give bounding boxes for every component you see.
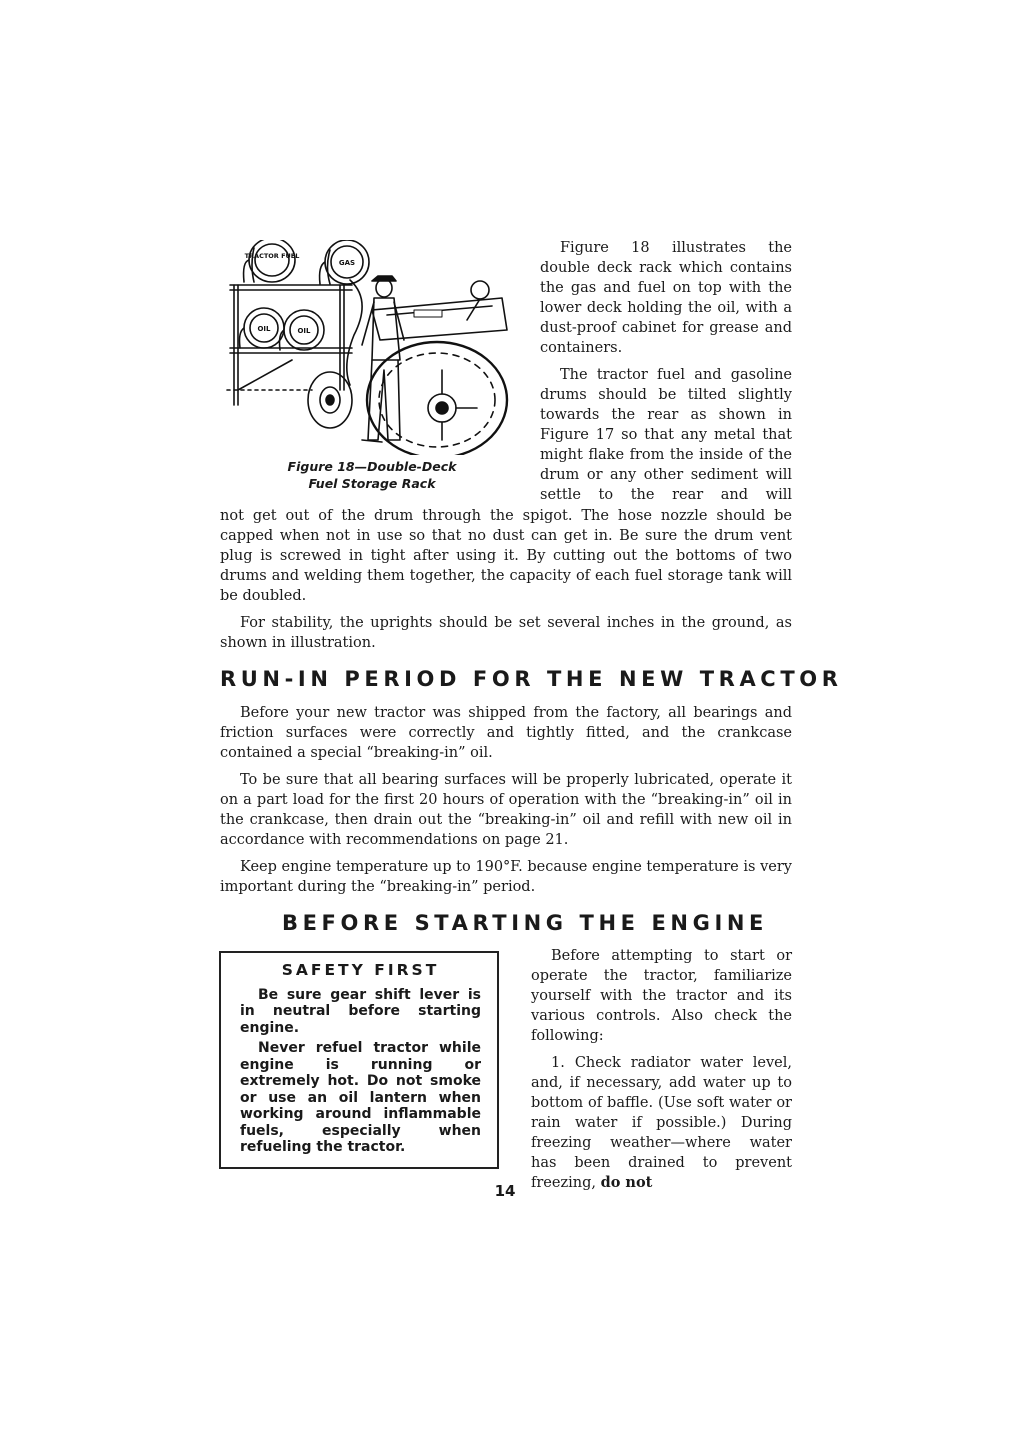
run-in-paragraph-2: To be sure that all bearing surfaces will be properly lubricated, operate it on a part load for the first 20 hours of operation with the “breaking-in” oil in the crankcase, then drain out the “breaking-in” oil and refill with new oil in accordance with recommendations on page 21. xyxy=(220,772,792,848)
upper-drum-gas xyxy=(320,240,369,284)
page-number: 14 xyxy=(494,1182,516,1200)
fuel-hose xyxy=(347,280,362,385)
intro-paragraph-3: For stability, the uprights should be set several inches in the ground, as shown in illustration. xyxy=(220,615,792,651)
intro-full-width xyxy=(220,506,792,653)
drum-label-oil-right: OIL xyxy=(297,327,311,335)
figure-caption xyxy=(222,458,522,492)
run-in-heading: RUN-IN PERIOD FOR THE NEW TRACTOR xyxy=(220,667,843,691)
figure-fuel-storage-rack xyxy=(222,240,522,455)
upper-drum-tractor-fuel xyxy=(244,240,300,282)
lower-drum-oil-right xyxy=(280,310,325,350)
run-in-paragraph-3: Keep engine temperature up to 190°F. because engine temperature is very important during the “breaking-in” period. xyxy=(220,859,792,895)
safety-first-box xyxy=(219,951,499,1169)
safety-paragraph-2: Never refuel tractor while engine is running or extremely hot. Do not smoke or use an oil lantern when working around inflammable fuels, especially when refueling the tractor. xyxy=(240,1040,481,1155)
intro-right-column xyxy=(540,238,792,505)
safety-paragraph-1: Be sure gear shift lever is in neutral before starting engine. xyxy=(240,986,481,1036)
do-not-emphasis: do not xyxy=(600,1174,653,1191)
caption-line-2: Fuel Storage Rack xyxy=(308,476,436,491)
tractor-front-wheel xyxy=(308,372,352,428)
intro-paragraph-2-continued: not get out of the drum through the spigot. The hose nozzle should be capped when not in use so that no dust can get in. Be sure the drum vent plug is screwed in tight after using it. By cutting out the bottoms of two drums and welding them together, the capacity of each fuel storage tank will be doubled. xyxy=(220,508,792,604)
check-radiator-text: 1. Check radiator water level, and, if necessary, add water up to bottom of baffle. (Use soft water or rain water if possible.) During freezing weather—where water has been drained to prevent freezing, xyxy=(531,1055,792,1191)
drum-label-gas: GAS xyxy=(338,259,356,267)
lower-drum-oil-left xyxy=(240,308,285,348)
drum-label-tractor-fuel: TRACTOR FUEL xyxy=(244,252,300,260)
before-starting-paragraph-2 xyxy=(531,1053,792,1193)
drum-label-oil-left: OIL xyxy=(257,325,271,333)
caption-line-1: Figure 18—Double-Deck xyxy=(287,459,457,474)
before-starting-paragraph-1: Before attempting to start or operate the tractor, familiarize yourself with the tractor and its various controls. Also check the following: xyxy=(531,948,792,1044)
before-starting-heading: BEFORE STARTING THE ENGINE xyxy=(282,911,768,935)
safety-title: SAFETY FIRST xyxy=(281,961,440,979)
intro-paragraph-2-start: The tractor fuel and gasoline drums should be tilted slightly towards the rear as shown in Figure 17 so that any metal that might flake from the inside of the drum or any other sediment will settle to the rear and will xyxy=(540,367,792,503)
run-in-paragraph-1: Before your new tractor was shipped from the factory, all bearings and friction surfaces were correctly and tightly fitted, and the crankcase contained a special “breaking-in” oil. xyxy=(220,705,792,761)
run-in-section xyxy=(220,703,792,897)
intro-paragraph-1: Figure 18 illustrates the double deck rack which contains the gas and fuel on top with the lower deck holding the oil, with a dust-proof cabinet for grease and containers. xyxy=(540,240,792,356)
before-starting-right-column xyxy=(531,946,792,1193)
